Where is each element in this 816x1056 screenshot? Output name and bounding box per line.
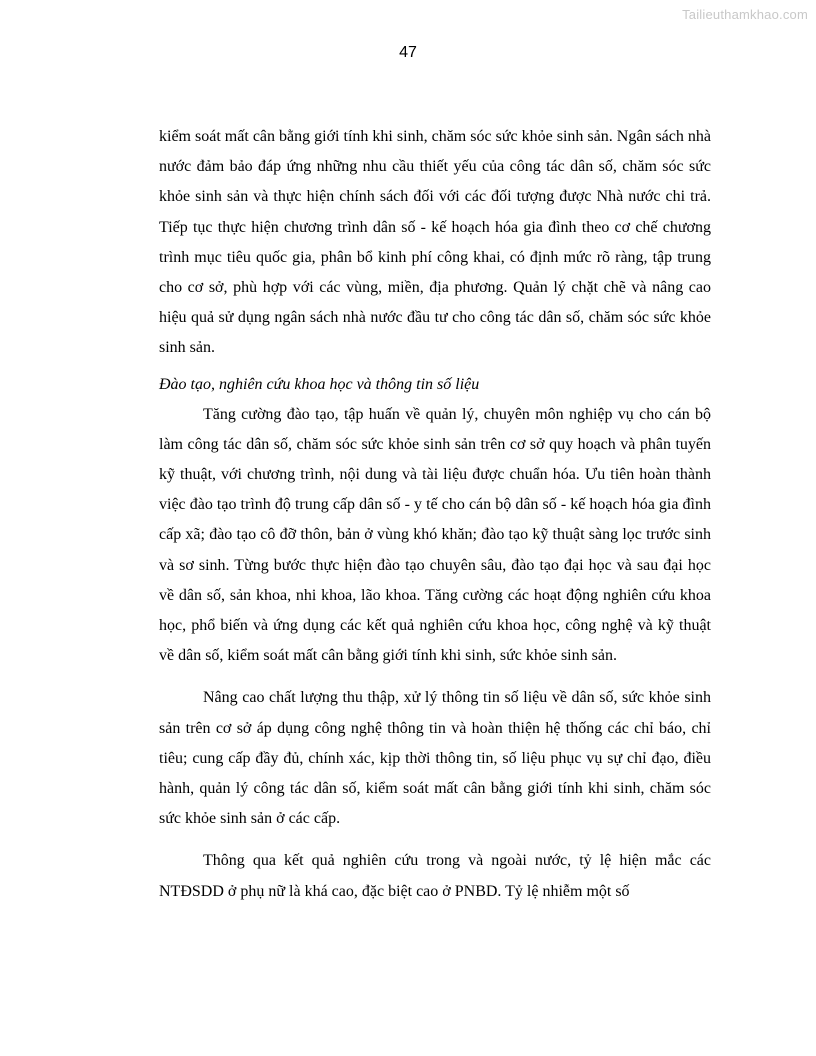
paragraph-training: Tăng cường đào tạo, tập huấn về quản lý, chuyên môn nghiệp vụ cho cán bộ làm công tác dân số, chăm sóc sức khỏe sinh sản trên cơ sở quy hoạch và phân tuyến kỹ thuật, với chương trình, nội dung và tài liệu được chuẩn hóa. Ưu tiên hoàn thành việc đào tạo trình độ trung cấp dân số - y tế cho cán bộ dân số - kế hoạch hóa gia đình cấp xã; đào tạo cô đỡ thôn, bản ở vùng khó khăn; đào tạo kỹ thuật sàng lọc trước sinh và sơ sinh. Từng bước thực hiện đào tạo chuyên sâu, đào tạo đại học và sau đại học về dân số, sản khoa, nhi khoa, lão khoa. Tăng cường các hoạt động nghiên cứu khoa học, phổ biến và ứng dụng các kết quả nghiên cứu khoa học, công nghệ và kỹ thuật về dân số, kiểm soát mất cân bằng giới tính khi sinh, sức khỏe sinh sản.: [159, 405, 711, 665]
paragraph-research-results: Thông qua kết quả nghiên cứu trong và ngoài nước, tỷ lệ hiện mắc các NTĐSDD ở phụ nữ là khá cao, đặc biệt cao ở PNBD. Tỷ lệ nhiễm một số: [159, 852, 711, 900]
watermark: Tailieuthamkhao.com: [682, 7, 808, 22]
document-body: [159, 122, 711, 907]
paragraph-data-quality: Nâng cao chất lượng thu thập, xử lý thông tin số liệu về dân số, sức khỏe sinh sản trên cơ sở áp dụng công nghệ thông tin và hoàn thiện hệ thống các chỉ báo, chỉ tiêu; cung cấp đầy đủ, chính xác, kịp thời thông tin, số liệu phục vụ sự chỉ đạo, điều hành, quản lý công tác dân số, kiểm soát mất cân bằng giới tính khi sinh, chăm sóc sức khỏe sinh sản ở các cấp.: [159, 689, 711, 828]
section-heading: Đào tạo, nghiên cứu khoa học và thông tin số liệu: [159, 375, 480, 393]
page-number: 47: [399, 44, 417, 61]
paragraph-budget: kiểm soát mất cân bằng giới tính khi sinh, chăm sóc sức khỏe sinh sản. Ngân sách nhà nước đảm bảo đáp ứng những nhu cầu thiết yếu của công tác dân số, chăm sóc sức khỏe sinh sản và thực hiện chính sách đối với các đối tượng được Nhà nước chi trả. Tiếp tục thực hiện chương trình dân số - kế hoạch hóa gia đình theo cơ chế chương trình mục tiêu quốc gia, phân bổ kinh phí công khai, có định mức rõ ràng, tập trung cho cơ sở, phù hợp với các vùng, miền, địa phương. Quản lý chặt chẽ và nâng cao hiệu quả sử dụng ngân sách nhà nước đầu tư cho công tác dân số, chăm sóc sức khỏe sinh sản.: [159, 128, 711, 357]
